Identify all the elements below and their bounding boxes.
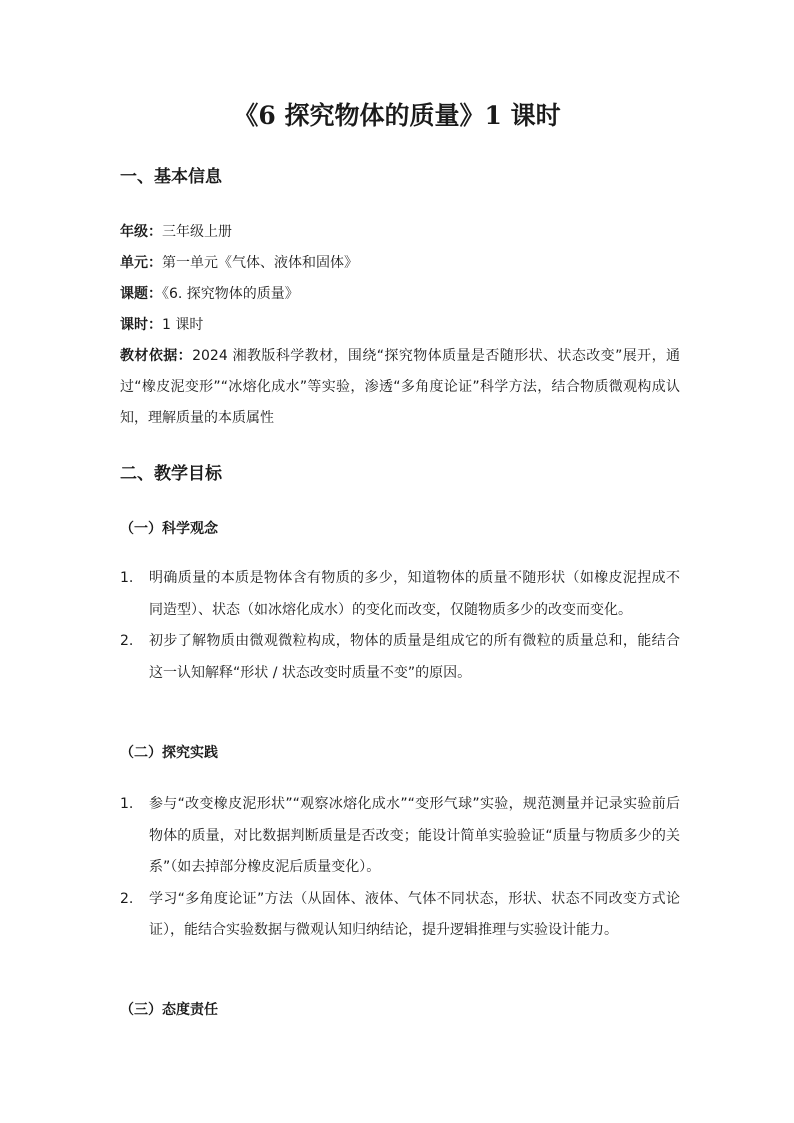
- grade-value: 三年级上册: [162, 224, 232, 240]
- science-concepts-list: [120, 563, 680, 689]
- period-row: 课时：1 课时: [120, 317, 204, 333]
- list-item: [120, 563, 680, 626]
- grade-label: 年级: [120, 224, 148, 240]
- list-item-text: 初步了解物质由微观微粒构成，物体的质量是组成它的所有微粒的质量总和，能结合这一认知解释“形状 / 状态改变时质量不变”的原因。: [149, 633, 680, 681]
- topic-row: 课题：《6. 探究物体的质量》: [120, 286, 299, 302]
- list-item-text: 学习“多角度论证”方法（从固体、液体、气体不同状态，形状、状态不同改变方式论证），能结合实验数据与微观认知归纳结论，提升逻辑推理与实验设计能力。: [149, 890, 680, 938]
- basic-info-block: [120, 217, 680, 434]
- unit-row: 单元：第一单元《气体、液体和固体》: [120, 255, 358, 271]
- basis-row: 教材依据：2024 湘教版科学教材，围绕“探究物体质量是否随形状、状态改变”展开，通过“橡皮泥变形”“冰熔化成水”等实验，渗透“多角度论证”科学方法，结合物质微观构成认知，理解质量的本质属性: [120, 348, 681, 426]
- subheading-inquiry-practice: （二）探究实践: [120, 745, 218, 761]
- subheading-science-concepts: （一）科学观念: [120, 521, 218, 537]
- grade-row: 年级：三年级上册: [120, 224, 232, 240]
- list-item-number: 1.: [120, 796, 134, 812]
- subheading-attitude-responsibility: （三）态度责任: [120, 1002, 218, 1018]
- period-value: 1 课时: [162, 317, 204, 333]
- list-item: [120, 884, 680, 947]
- unit-value: 第一单元《气体、液体和固体》: [162, 255, 358, 271]
- section-heading-basic-info: 一、基本信息: [120, 167, 222, 187]
- list-item-text: 参与“改变橡皮泥形状”“观察冰熔化成水”“变形气球”实验，规范测量并记录实验前后物体的质量，对比数据判断质量是否改变；能设计简单实验验证“质量与物质多少的关系”（如去掉部分橡皮泥后质量变化）。: [149, 796, 680, 875]
- section-heading-teaching-goals: 二、教学目标: [120, 464, 222, 484]
- list-item-number: 1.: [120, 570, 134, 586]
- topic-value: 《6. 探究物体的质量》: [162, 286, 299, 302]
- basis-value: 2024 湘教版科学教材，围绕“探究物体质量是否随形状、状态改变”展开，通过“橡皮泥变形”“冰熔化成水”等实验，渗透“多角度论证”科学方法，结合物质微观构成认知，理解质量的本质属性: [120, 348, 681, 426]
- unit-label: 单元: [120, 255, 148, 271]
- topic-label: 课题: [120, 286, 148, 302]
- list-item-number: 2.: [120, 890, 134, 907]
- list-item-text: 明确质量的本质是物体含有物质的多少，知道物体的质量不随形状（如橡皮泥捏成不同造型）、状态（如冰熔化成水）的变化而改变，仅随物质多少的改变而变化。: [149, 570, 680, 618]
- list-item: [120, 789, 680, 884]
- list-item-number: 2.: [120, 633, 134, 649]
- basis-label: 教材依据: [120, 348, 178, 364]
- list-item: [120, 626, 680, 689]
- inquiry-practice-list: [120, 789, 680, 947]
- document-title: 《6 探究物体的质量》1 课时: [233, 101, 561, 130]
- period-label: 课时: [120, 317, 148, 333]
